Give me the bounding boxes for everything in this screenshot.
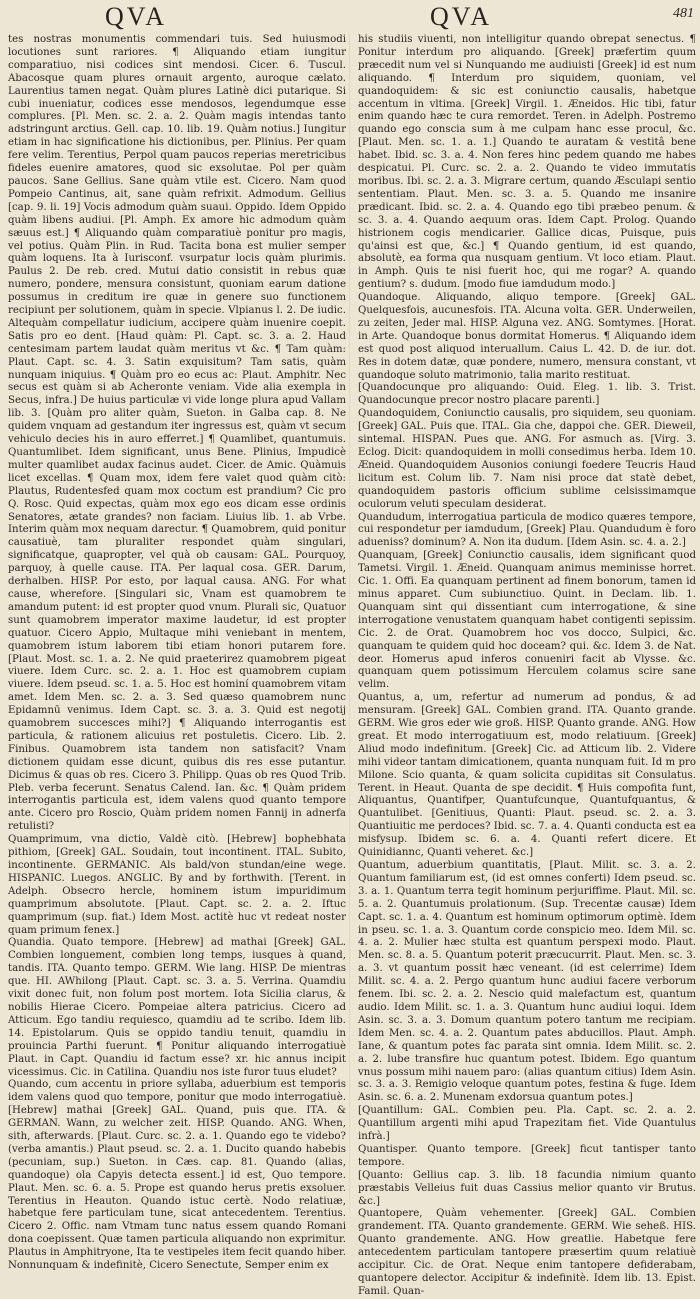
entry-paragraph: [Quantillum: GAL. Combien peu. Pla. Capt. sc. 2. a. 2. Quantillum argenti mihi apud Trapezitam fiet. Vide Quantulus infrà.] bbox=[358, 1105, 696, 1143]
right-column bbox=[358, 34, 696, 1297]
running-header bbox=[0, 2, 700, 32]
entry-paragraph: Quantopere, Quàm vehementer. [Greek] GAL. Combien grandement. ITA. Quanto grandemente. GERM. Wie seheß. HIS. Quanto grandemente. ANG. How greatlie. Habetque fere antecedentem particulam tantopere præsertim quum relatiuè accipitur. Cic. de Orat. Neque enim tantopere defiderabam, quantopere delector. Accipitur & indefinitè. Idem lib. 13. Epist. Famil. Quan- bbox=[358, 1208, 696, 1297]
entry-paragraph: [Quanto: Gellius cap. 3. lib. 18 facundia nimium quanto præstabis Velleius fuit duas Cassius melior quanto vir Brutus. &c.] bbox=[358, 1169, 696, 1207]
entry-paragraph: Quandoque. Aliquando, aliquo tempore. [Greek] GAL. Quelquesfois, aucunesfois. ITA. Alcuna volta. GER. Underweilen, zu zeiten, Jeder mal. HISP. Alguna vez. ANG. Somtymes. [Horat. in Arte. Quandoque bonus dormitat Homerus. ¶ Aliquando idem est quod post aliquod interuallum. Caius L. 42. D. de iur. dot. Res in dotem datæ, quæ pondere, numero, mensura constant, vt quandoque soluto matrimonio, talia marito restituat. bbox=[358, 292, 696, 381]
entry-paragraph: Quamprimum, vna dictio, Valdè citò. [Hebrew] bophebhata pithiom, [Greek] GAL. Soudain, tout incontinent. ITAL. Subito, incontinente. GERMANIC. Als bald/von stundan/eine wege. HISPANIC. Luegos. ANGLIC. By and by forthwith. [Terent. in Adelph. Obsecro hercle, hominem istum impuridimum quamprimum absolutote. [Plaut. Capt. sc. 2. a. 2. Iftuc quamprimum (sup. fiat.) Idem Most. actitè huc vt redeat noster quam primum fenex.] bbox=[8, 834, 346, 936]
entry-paragraph: Quantus, a, um, refertur ad numerum ad pondus, & ad mensuram. [Greek] GAL. Combien grand. ITA. Quanto grande. GERM. Wie gros eder wie groß. HISP. Quanto grande. ANG. How great. Et modo interrogatiuum est, modo relatiuum. [Greek] Aliud modo indefinitum. [Greek] Cic. ad Atticum lib. 2. Videre mihi videor tantam dimicationem, quanta nunquam fuit. Id m pro Milone. Scio quanta, & quam solicita cupiditas sit Consulatus. Terent. in Heaut. Quanta de spe decidit. ¶ Huis compofita funt, Aliquantus, Quantifper, Quantufcunque, Quantufquantus, & Quantulibet. [Genitiuus, Quanti: Plaut. pseud. sc. 2. a. 3. Quantiuitic me perdoces? Ibid. sc. 7. a. 4. Quanti conducta est ea misfysup. Ibidem sc. 6. a. 4. Quanti refert dicere. Et Quinidiannc, Quanti veheret. &c.] bbox=[358, 692, 696, 859]
left-column bbox=[8, 34, 346, 1272]
entry-paragraph: Quantum, aduerbium quantitatis, [Plaut. Milit. sc. 3. a. 2. Quantum familiarum est, (id est omnes conferti) Idem pseud. sc. 3. a. 1. Quantum terra tegit hominum perjuriffime. Plaut. Mil. sc. 5. a. 2. Quantumuis prolationum. (Sup. Trecentæ causæ) Idem Capt. sc. 1. a. 4. Quantum est hominum optimorum optimè. Idem in pseu. sc. 1. a. 3. Quantum corde conspicio meo. Idem Mil. sc. 4. a. 2. Mulier hæc stulta est quantum perspexi modo. Plaut. Men. sc. 8. a. 5. Quantum poterit præcucurrit. Plaut. Men. sc. 3. a. 3. vt quantum possit hæc veneant. (id est celerrime) Idem Milit. sc. 4. a. 2. Pergo quantum hunc audiui facere verborum fenem. Ibi. sc. 2. a. 2. Nescio quid malefactum est, quantum audio. Idem Milit. sc. 1. a. 3. Quantum hunc audiui loqui. Idem Asin. sc. 3. a. 3. Domum quantum potero tantum me recipiam. Idem Men. sc. 4. a. 2. Quantum pates abducillos. Plaut. Amph. Iane, & quantum potes fac parata sint omnia. Idem Milit. sc. 2. a. 2. lube transfire huc quantum potest. Ibidem. Ego quantum vnus possum mihi nauem paro: (alias quantum citius) Idem Asin. sc. 3. a. 3. Remigio veloque quantum potes, festina & fuge. Idem Asin. sc. 6. a. 2. Munenam exdorsua quantum potes.] bbox=[358, 860, 696, 1104]
column-gutter bbox=[349, 34, 350, 1210]
entry-paragraph: Quandudum, interrogatiua particula de modico quæres tempore, cui respondetur per iamdudum, [Greek] Plau. Quandudum è foro adueniss? dominum? A. Non ita dudum. [Idem Asin. sc. 4. a. 2.] bbox=[358, 511, 696, 549]
entry-paragraph: [Quandocunque pro aliquando: Ouid. Eleg. 1. lib. 3. Trist. Quandocunque precor nostro placare parenti.] bbox=[358, 382, 696, 407]
header-left-word: QVA bbox=[105, 2, 167, 31]
entry-paragraph: Quantisper. Quanto tempore. [Greek] ficut tantisper tanto tempore. bbox=[358, 1143, 696, 1168]
page-number: 481 bbox=[673, 6, 694, 21]
header-right-word: QVA bbox=[430, 2, 492, 31]
entry-paragraph: Quanquam, [Greek] Coniunctio causalis, idem significant quod Tametsi. Virgil. 1. Æneid. Quanquam animus meminisse horret. Cic. 1. Offi. Ea quanquam pertinent ad finem bonorum, tamen id minus apparet. Cum subiunctiuo. Quint. in Declam. lib. 1. Quanquam sint qui dissentiant cum interrogatione, & sine interrogatione venustatem quanquam habet contigenti sepissim. Cic. 2. de Orat. Quamobrem hoc vos docco, Sulpici, &c. quanquam te quidem quid hoc doceam? qui. &c. Idem 3. de Nat. deor. Homerus apud inferos conueniri facit ab Vlysse. &c. quanquam quem potissimum Herculem colamus scire sane velim. bbox=[358, 550, 696, 691]
entry-paragraph: tes nostras monumentis commendari tuis. Sed huiusmodi locutiones sunt rariores. ¶ Aliquando etiam iungitur comparatiuo, nisi codices sint mendosi. Cicer. 6. Tuscul. Abacosque quam plures ornauit argento, auroque cælato. Laurentius tamen negat. Quàm plures Latinè dici putarique. Si cubi inueniatur, codices esse mendosos, legendumque esse complures. [Pl. Men. sc. 2. a. 2. Quàm magis intendas tanto adstringunt arctius. Gell. cap. 10. lib. 19. Quàm notius.] Iungitur etiam in hac significatione his dictionibus, per. Plinius. Per quam fere velim. Terentius, Perpol quam paucos reperias meretricibus fideles euenire amatores, quod sic exsolutae. Pol per quàm paucos. Sane Gellius. Sane quàm vtile est. Cicero. Nam quod Pompeio Cantinus, ait, sane quàm refrixit. Admodum. Gellius [cap. 9. li. 19] Vocis admodum quàm suaui. Oppido. Idem Oppido quàm libens audiui. [Pl. Amph. Ex amore hic admodum quàm sæuus est.] ¶ Aliquando quàm comparatiuè ponitur pro magis, vel potius. Quàm Plin. in Rud. Tacita bona est mulier semper quàm loquens. Ita à Iurisconf. vsurpatur locis quàm plurimis. Paulus 2. De reb. cred. Mutui datio consistit in rebus quæ numero, pondere, mensura consistunt, quoniam earum datione possumus in creditum ire quæ in genere suo functionem recipiunt per solutionem, quàm in specie. Vlpianus l. 2. De iudic. Altequàm compellatur iudicium, accipere quàm inuenire coepit. Satis pro eo dent. [Haud quàm: Pl. Capt. sc. 3. a. 2. Haud centesimam partem laudat quàm meritus vt &c. ¶ Tam quàm: Plaut. Capt. sc. 4. 3. Satin exquisitum? Tam satis, quàm nunquam iniquius. ¶ Quàm pro eo ecus ac: Plaut. Amphitr. Nec secus est quàm si ab Acheronte veniam. Vide alia exempla in Secus, infra.] De huius particulæ vi vide longe plura apud Vallam lib. 3. [Quàm pro aliter quàm, Sueton. in Galba cap. 8. Ne quidem vnquam ad gestandum iter ingressus est, quàm vt secum vehiculo decies his in auro efferret.] ¶ Quamlibet, quantumuis. Quantumlibet. Idem significant, unus Bene. Plinius, Impudicè multer quamlibet audax facinus audet. Cicer. de Amic. Quàmuis licet excellas. ¶ Quam mox, idem fere valet quod quàm citò: Plautus, Rudentesfed quam mox coctum est prandium? Cic pro Q. Rosc. Quid expectas, quàm mox ego eos dicam esse ordinis Senatores, ætate grandes? non faciam. Liuius lib. 1. ab Vrbe. Interim quàm mox nequam darectur. ¶ Quamobrem, quid ponitur causatiuè, tam pluraliter respondet quàm singulari, significatque, quapropter, vel quà ob causam: GAL. Pourquoy, parquoy, à quelle cause. ITA. Per laqual cosa. GER. Darum, derhalben. HISP. Por esto, por laqual causa. ANG. For what cause, wherefore. [Singulari sic, Vnam est quamobrem te amandum putent: id est propter quod vnum. Plurali sic, Quatuor sunt quamobrem imperator maxime laudetur, id est propter quatuor. Cicero Appio, Multaque mihi veniebant in mentem, quamobrem istum laborem tibi etiam honori putarem fore. [Plaut. Most. sc. 1. a. 2. Ne quid praeterirez quamobrem pigeat viuere. Idem Curc. sc. 2. a. 1. Hoc est quamobrem cupiam viuere. Idem pseud. sc. 1. a. 5. Hoc est hominí quamobrem vitam amet. Idem Men. sc. 2. a. 3. Sed quæso quamobrem nunc Epidamnū venimus. Idem Capt. sc. 3. a. 3. Quid est negotij quamobrem succesces mihi?] ¶ Aliquando interrogantis est particula, & rationem alicuius ret postuletis. Cicero. Lib. 2. Finibus. Quamobrem ista tandem non satisfacit? Vnam dictionem quidam esse dicunt, quibus dis res esse putantur. Dicimus & quas ob res. Cicero 3. Philipp. Quas ob res Quod Trib. Pleb. verba fecerunt. Senatus Calend. Ian. &c. ¶ Quàm pridem interrogantis particula est, idem valens quod quanto tempore ante. Cicero pro Roscio, Quàm pridem nomen Fannij in adnerfa retulisti? bbox=[8, 34, 346, 833]
entry-paragraph: Quandoquidem, Coniunctio causalis, pro siquidem, seu quoniam. [Greek] GAL. Puis que. ITAL. Gia che, dappoi che. GER. Dieweil, sintemal. HISPAN. Pues que. ANG. For asmuch as. [Virg. 3. Eclog. Dicit: quandoquidem in molli consedimus herba. Idem 10. Æneid. Quandoquidem Ausonios coniungi foedere Teucris Haud licitum est. Colum lib. 7. Nam nisi proce dat statè debet, quandoquidem pastoris officium sublime celsissimamque oculorum veluti speculam desiderat. bbox=[358, 408, 696, 510]
entry-paragraph: his studiis viuenti, non intelligitur quando obrepat senectus. ¶ Ponitur interdum pro aliquando. [Greek] præfertim quum præcedit num vel si Nunquando me audiuisti [Greek] id est num aliquando. ¶ Interdum pro siquidem, quoniam, vel quandoquidem: & sic est coniunctio causalis, habetque accentum in vltima. [Greek] Virgil. 1. Æneidos. Hic tibi, fatur enim quando hæc te cura remordet. Teren. in Adelph. Postremo quando ego conscia sum à me culpam hanc esse procul, &c. [Plaut. Men. sc. 1. a. 1.] Quando te auratam & vestitâ bene habet. Ibid. sc. 3. a. 4. Non feres hinc pedem quando me habes despicatui. Pl. Curc. sc. 2. a. 2. Quando te video immutatis moribus. Ibi. sc. 2. a. 3. Migrare certum, quando Æsculapi sentio sententiam. Plaut. Men. sc. 3. a. 5. Quando me insanire prædicant. Ibid. sc. 2. a. 4. Quando ego tibi præbeo penum. & sc. 3. a. 4. Quando aequum oras. Idem Capt. Prolog. Quando histrionem cogis mendicarier. Gallice dicas, Puisque, puis qu'ainsi est que, &c.] ¶ Quando gentium, id est quando, absolutè, ea forma qua nusquam gentium. Vt loco etiam. Plaut. in Amph. Quis te nisi fuerit hoc, qui me rogar? A. quando gentium? s. dudum. [modo fiue iamdudum modo.] bbox=[358, 34, 696, 291]
entry-paragraph: Quando, cum accentu in priore syllaba, aduerbium est temporis idem valens quod quo tempore, ponitur que modo interrogatiuè. [Hebrew] mathai [Greek] GAL. Quand, puis que. ITA. & GERMAN. Wann, zu welcher zeit. HISP. Quando. ANG. When, sith, afterwards. [Plaut. Curc. sc. 2. a. 1. Quando ego te videbo? (verba amantis.) Plaut pseud. sc. 2. a. 1. Ducito quando habebis (pecuniam, sup.) Sueton. in Cæs. cap. 81. Quando (alias, quandoque) ola Capyis detecta essent.] id est, Quo tempore. Plaut. Men. sc. 6. a. 5. Prope est quando herus pretis exsoluer. Terentius in Heauton. Quando istuc certè. Nodo relatiuæ, habetque fere particulam tune, sicat antecedentem. Terentius. Cicero 2. Offic. nam Vtmam tunc natus essem quando Romani dona coepissent. Quæ tamen particula aliquando non exprimitur. Plautus in Amphitryone, Ita te vestipeles item fecit quando hiber. Nonnunquam & indefinitè, Cicero Senectute, Semper enim ex bbox=[8, 1079, 346, 1272]
entry-paragraph: Quandia. Quato tempore. [Hebrew] ad mathai [Greek] GAL. Combien longuement, combien long temps, iusques à quand, tandis. ITA. Quanto tempo. GERM. Wie lang. HISP. De mientras que. HI. AWhilong [Plaut. Capt. sc. 3. a. 5. Verrina. Quamdiu vixit donec fuit, non folum post mortem. Iota Sicilia clarus, & nobilis Hierae Cicero. Pompeiae altera patricius. Cicero ad Atticum. Ego tandiu requiesco, quamdiu ad te scribo. Idem lib. 14. Epistolarum. Quis se oppido tandiu tenuit, quamdiu in prouincia Parthi fuerunt. ¶ Ponitur aliquando interrogatiuè Plaut. in Capt. Quandiu id factum esse? xr. hic annus incipit vicessimus. Cic. in Catilina. Quandiu nos iste furor tuus eludet? bbox=[8, 937, 346, 1078]
